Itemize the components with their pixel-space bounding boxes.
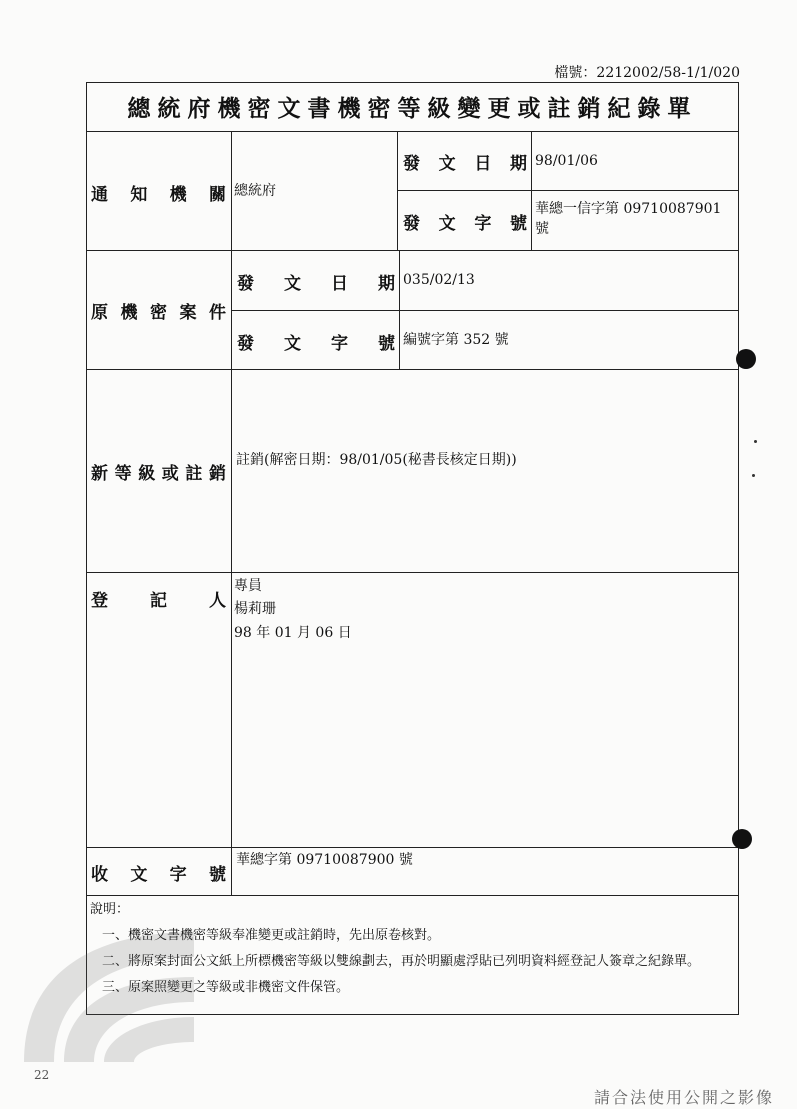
note-item: 一、機密文書機密等級奉准變更或註銷時，先出原卷核對。	[102, 928, 441, 943]
page-mark: 22	[34, 1068, 50, 1082]
issue-ref-label: 發 文 字 號	[403, 213, 527, 234]
column-divider	[397, 132, 398, 250]
row-divider	[86, 250, 739, 251]
issue-date-value: 98/01/06	[535, 153, 598, 169]
column-divider	[231, 132, 232, 895]
row-divider	[86, 369, 739, 370]
registrar-name: 楊莉珊	[234, 601, 276, 617]
issue-ref-value: 華總一信字第 09710087901 號	[535, 201, 722, 237]
registrar-title: 專員	[234, 578, 262, 594]
sub-row-divider	[397, 190, 739, 191]
row-divider	[86, 847, 739, 848]
original-date-label: 發 文 日 期	[237, 273, 395, 294]
archive-seal-watermark	[4, 912, 204, 1082]
notes-heading: 說明：	[90, 902, 130, 917]
sub-row-divider	[231, 310, 739, 311]
original-date-value: 035/02/13	[403, 272, 475, 288]
new-level-value: 註銷(解密日期：98/01/05(秘書長核定日期))	[236, 452, 517, 468]
registrar-date: 98 年 01 月 06 日	[234, 625, 352, 641]
original-ref-label: 發 文 字 號	[237, 333, 395, 354]
usage-watermark: 請合法使用公開之影像	[594, 1088, 775, 1107]
receipt-ref-label: 收 文 字 號	[91, 864, 226, 885]
new-level-label: 新 等 級 或 註 銷	[91, 463, 226, 484]
notifying-agency-label: 通 知 機 關	[91, 184, 226, 205]
column-divider	[399, 250, 400, 369]
column-divider	[531, 132, 532, 250]
speck	[754, 440, 757, 443]
original-ref-value: 編號字第 352 號	[403, 332, 509, 348]
note-item: 三、原案照變更之等級或非機密文件保管。	[102, 980, 350, 995]
file-number: 檔號：2212002/58-1/1/020	[554, 65, 740, 81]
binder-hole	[736, 349, 756, 369]
form-title: 總統府機密文書機密等級變更或註銷紀錄單	[86, 82, 739, 132]
note-item: 二、將原案封面公文紙上所標機密等級以雙線劃去，再於明顯處浮貼已列明資料經登記人簽章之紀錄單。	[102, 954, 701, 969]
speck	[752, 474, 755, 477]
row-divider	[86, 895, 739, 896]
row-divider	[86, 572, 739, 573]
notifying-agency-value: 總統府	[234, 183, 276, 199]
binder-hole	[732, 829, 752, 849]
issue-date-label: 發 文 日 期	[403, 153, 527, 174]
original-case-label: 原 機 密 案 件	[91, 302, 226, 323]
registrar-label: 登 記 人	[91, 590, 226, 611]
receipt-ref-value: 華總字第 09710087900 號	[236, 852, 413, 868]
